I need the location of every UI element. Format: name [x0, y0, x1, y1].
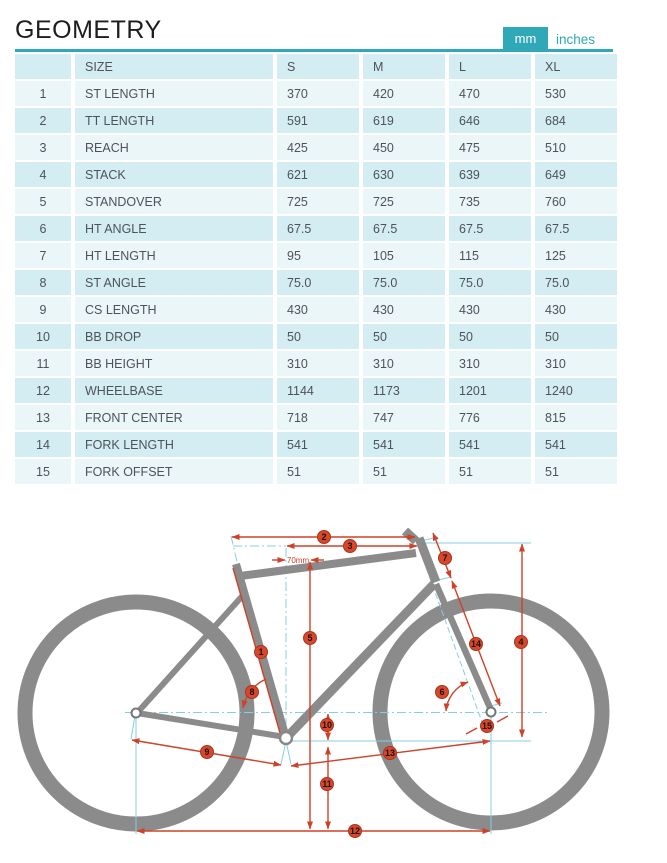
- cell-value: 105: [363, 243, 445, 268]
- cell-value: 725: [277, 189, 359, 214]
- row-number: 9: [15, 297, 71, 322]
- cell-value: 370: [277, 81, 359, 106]
- svg-text:5: 5: [307, 633, 313, 643]
- cell-value: 630: [363, 162, 445, 187]
- svg-text:8: 8: [249, 687, 255, 697]
- geometry-table-body: [15, 81, 617, 484]
- row-label: FORK OFFSET: [75, 459, 273, 484]
- table-row: [15, 135, 617, 160]
- row-number: 10: [15, 324, 71, 349]
- row-label: BB HEIGHT: [75, 351, 273, 376]
- svg-text:4: 4: [518, 637, 524, 647]
- dimension-marker-12: [349, 825, 362, 838]
- dimension-marker-11: [321, 778, 334, 791]
- cell-value: 470: [449, 81, 531, 106]
- cell-value: 760: [535, 189, 617, 214]
- cell-value: 646: [449, 108, 531, 133]
- svg-text:13: 13: [384, 748, 396, 758]
- row-number: 13: [15, 405, 71, 430]
- header-row: [15, 54, 617, 79]
- row-number: 3: [15, 135, 71, 160]
- cell-value: 51: [449, 459, 531, 484]
- page-title: GEOMETRY: [15, 16, 162, 44]
- cell-value: 619: [363, 108, 445, 133]
- row-number: 6: [15, 216, 71, 241]
- cell-value: 125: [535, 243, 617, 268]
- row-label: REACH: [75, 135, 273, 160]
- table-row: [15, 270, 617, 295]
- down-tube: [287, 584, 434, 737]
- dimension-marker-5: [304, 632, 317, 645]
- row-label: STANDOVER: [75, 189, 273, 214]
- cell-value: 1240: [535, 378, 617, 403]
- dim-fork-offset-tick-2: [497, 716, 508, 722]
- unit-toggle-mm[interactable]: [503, 27, 548, 49]
- row-label: CS LENGTH: [75, 297, 273, 322]
- dim-fork-offset-tick-1: [466, 728, 477, 734]
- column-header-SIZE: SIZE: [75, 54, 273, 79]
- table-row: [15, 243, 617, 268]
- cell-value: 430: [449, 297, 531, 322]
- cell-value: 510: [535, 135, 617, 160]
- dimension-marker-3: [344, 540, 357, 553]
- stem-spacer: [405, 531, 416, 541]
- dimension-marker-9: [201, 746, 214, 759]
- cell-value: 541: [449, 432, 531, 457]
- svg-text:14: 14: [470, 639, 482, 649]
- bike-geometry-diagram: [0, 490, 667, 863]
- svg-text:1: 1: [258, 647, 264, 657]
- cell-value: 649: [535, 162, 617, 187]
- row-number: 12: [15, 378, 71, 403]
- cell-value: 75.0: [277, 270, 359, 295]
- cell-value: 530: [535, 81, 617, 106]
- row-number: 14: [15, 432, 71, 457]
- seattube-extension-guide: [231, 536, 238, 566]
- bottom-bracket: [280, 732, 292, 744]
- cell-value: 50: [449, 324, 531, 349]
- row-number: 15: [15, 459, 71, 484]
- front-axle: [487, 708, 496, 717]
- cell-value: 430: [363, 297, 445, 322]
- cell-value: 541: [363, 432, 445, 457]
- cell-value: 591: [277, 108, 359, 133]
- cell-value: 425: [277, 135, 359, 160]
- row-label: STACK: [75, 162, 273, 187]
- table-row: [15, 351, 617, 376]
- row-number: 8: [15, 270, 71, 295]
- row-label: FRONT CENTER: [75, 405, 273, 430]
- cell-value: 684: [535, 108, 617, 133]
- cell-value: 75.0: [449, 270, 531, 295]
- svg-text:15: 15: [481, 721, 493, 731]
- table-row: [15, 81, 617, 106]
- svg-text:12: 12: [349, 826, 361, 836]
- row-label: HT ANGLE: [75, 216, 273, 241]
- cell-value: 310: [277, 351, 359, 376]
- dim-ht-angle-arc: [446, 682, 468, 711]
- dimension-marker-6: [436, 686, 449, 699]
- chain-stay: [137, 713, 285, 737]
- row-label: ST ANGLE: [75, 270, 273, 295]
- row-number: 11: [15, 351, 71, 376]
- unit-toggle-inches[interactable]: [556, 29, 595, 49]
- cell-value: 50: [535, 324, 617, 349]
- column-header-M: M: [363, 54, 445, 79]
- dimension-marker-8: [246, 686, 259, 699]
- svg-text:7: 7: [442, 553, 448, 563]
- cell-value: 67.5: [277, 216, 359, 241]
- column-header-L: L: [449, 54, 531, 79]
- cell-value: 310: [363, 351, 445, 376]
- dimension-marker-10: [321, 719, 334, 732]
- unit-mm-label: mm: [514, 30, 537, 46]
- cell-value: 1201: [449, 378, 531, 403]
- row-number: 5: [15, 189, 71, 214]
- geometry-table: [11, 52, 621, 486]
- head-tube: [419, 538, 436, 582]
- svg-text:10: 10: [321, 720, 333, 730]
- table-row: [15, 216, 617, 241]
- cell-value: 75.0: [535, 270, 617, 295]
- cell-value: 430: [277, 297, 359, 322]
- cell-value: 1144: [277, 378, 359, 403]
- dimension-marker-14: [470, 638, 483, 651]
- row-number: 1: [15, 81, 71, 106]
- row-number: 2: [15, 108, 71, 133]
- svg-text:3: 3: [347, 541, 353, 551]
- cell-value: 639: [449, 162, 531, 187]
- cell-value: 725: [363, 189, 445, 214]
- cell-value: 718: [277, 405, 359, 430]
- table-row: [15, 378, 617, 403]
- row-label: WHEELBASE: [75, 378, 273, 403]
- svg-text:11: 11: [322, 779, 332, 789]
- cell-value: 50: [363, 324, 445, 349]
- cell-value: 747: [363, 405, 445, 430]
- row-label: TT LENGTH: [75, 108, 273, 133]
- row-label: ST LENGTH: [75, 81, 273, 106]
- top-tube: [240, 553, 416, 576]
- dimension-marker-2: [318, 531, 331, 544]
- dimension-marker-15: [481, 720, 494, 733]
- cell-value: 75.0: [363, 270, 445, 295]
- table-row: [15, 459, 617, 484]
- column-header-S: S: [277, 54, 359, 79]
- cs-guide-rear: [131, 716, 135, 739]
- table-row: [15, 108, 617, 133]
- row-label: BB DROP: [75, 324, 273, 349]
- svg-text:6: 6: [439, 687, 445, 697]
- table-row: [15, 405, 617, 430]
- cell-value: 541: [535, 432, 617, 457]
- cell-value: 67.5: [449, 216, 531, 241]
- cell-value: 51: [277, 459, 359, 484]
- dimension-marker-7: [439, 552, 452, 565]
- cell-value: 51: [363, 459, 445, 484]
- dimension-marker-1: [255, 646, 268, 659]
- column-header-XL: XL: [535, 54, 617, 79]
- cell-value: 735: [449, 189, 531, 214]
- cell-value: 815: [535, 405, 617, 430]
- cell-value: 541: [277, 432, 359, 457]
- cell-value: 1173: [363, 378, 445, 403]
- cell-value: 420: [363, 81, 445, 106]
- cell-value: 310: [449, 351, 531, 376]
- unit-inches-label: inches: [556, 31, 596, 47]
- rear-axle: [132, 709, 141, 718]
- cell-value: 67.5: [363, 216, 445, 241]
- cell-value: 115: [449, 243, 531, 268]
- table-row: [15, 324, 617, 349]
- table-row: [15, 297, 617, 322]
- svg-text:9: 9: [204, 747, 210, 757]
- svg-text:2: 2: [321, 532, 327, 542]
- dimension-marker-4: [515, 636, 528, 649]
- geometry-table-header: [15, 54, 617, 79]
- cell-value: 67.5: [535, 216, 617, 241]
- cell-value: 475: [449, 135, 531, 160]
- cell-value: 621: [277, 162, 359, 187]
- table-row: [15, 162, 617, 187]
- cell-value: 450: [363, 135, 445, 160]
- dimension-marker-13: [384, 747, 397, 760]
- cell-value: 430: [535, 297, 617, 322]
- cell-value: 95: [277, 243, 359, 268]
- row-label: FORK LENGTH: [75, 432, 273, 457]
- cell-value: 50: [277, 324, 359, 349]
- row-number: 4: [15, 162, 71, 187]
- row-label: HT LENGTH: [75, 243, 273, 268]
- table-row: [15, 189, 617, 214]
- cell-value: 51: [535, 459, 617, 484]
- stem-note-label: 70mm: [286, 556, 310, 565]
- column-header-num: [15, 54, 71, 79]
- cell-value: 776: [449, 405, 531, 430]
- table-row: [15, 432, 617, 457]
- row-number: 7: [15, 243, 71, 268]
- cell-value: 310: [535, 351, 617, 376]
